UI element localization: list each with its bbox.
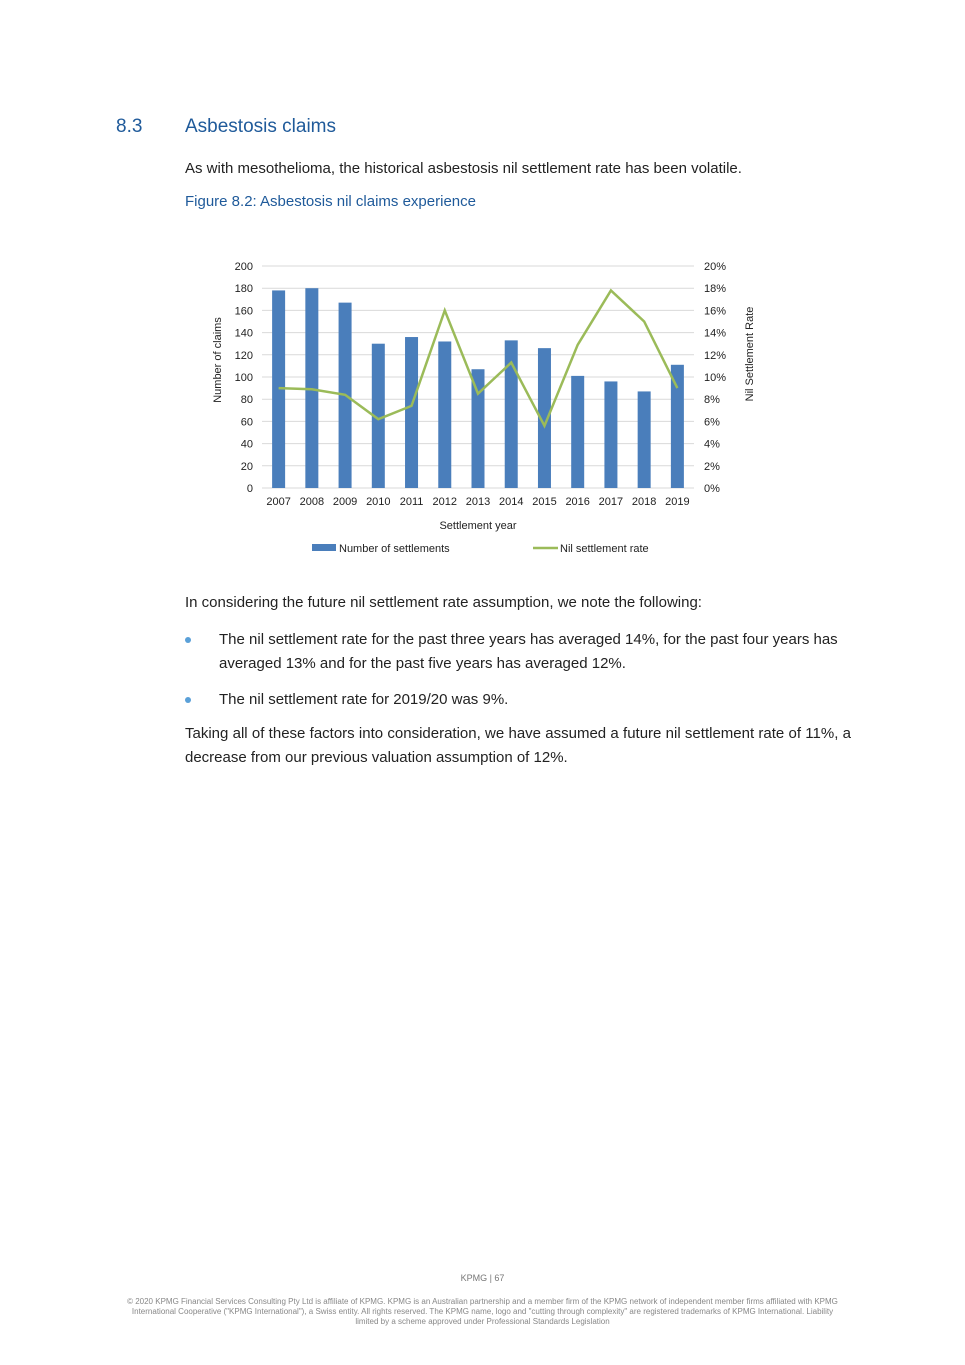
x-tick-label: 2012	[432, 496, 458, 508]
y-tick-label: 100	[234, 372, 253, 384]
x-tick-label: 2010	[366, 496, 391, 508]
y-tick-label: 20	[240, 460, 253, 473]
x-tick-label: 2017	[598, 496, 624, 508]
y-tick-label: 120	[234, 349, 253, 362]
y-tick-label: 180	[234, 283, 253, 296]
y-tick-label: 60	[240, 416, 253, 429]
x-axis-title: Settlement year	[439, 520, 517, 532]
intro-paragraph: As with mesothelioma, the historical asbestosis nil settlement rate has been volatile.	[185, 160, 742, 177]
bullet-text: The nil settlement rate for 2019/20 was 9%.	[219, 691, 509, 708]
nil-claims-chart	[200, 250, 770, 570]
x-tick-label: 2015	[532, 496, 557, 508]
y2-tick-label: 6%	[704, 416, 720, 429]
y2-tick-label: 20%	[704, 261, 727, 273]
x-tick-label: 2007	[266, 496, 291, 508]
y-tick-label: 200	[234, 261, 253, 273]
legend-line-label: Nil settlement rate	[560, 543, 649, 555]
considering-paragraph: In considering the future nil settlement rate assumption, we note the following:	[185, 594, 702, 611]
x-tick-label: 2018	[631, 496, 657, 508]
bullet-text: The nil settlement rate for the past three years has averaged 14%, for the past four years has averaged 13% and for the past five years has averaged 12%.	[219, 631, 838, 672]
x-tick-label: 2016	[565, 496, 590, 508]
x-tick-label: 2008	[299, 496, 325, 508]
section-title: Asbestosis claims	[185, 116, 336, 137]
y2-tick-label: 18%	[704, 283, 727, 296]
legend-bar-swatch	[312, 544, 336, 551]
y-axis-title: Number of claims	[212, 317, 224, 403]
section-number: 8.3	[116, 116, 143, 137]
figure-caption: Figure 8.2: Asbestosis nil claims experience	[185, 193, 476, 210]
y2-tick-label: 16%	[704, 305, 727, 318]
y2-tick-label: 4%	[704, 438, 720, 451]
bar	[438, 341, 451, 488]
y2-tick-label: 12%	[704, 349, 727, 362]
y2-tick-label: 0%	[704, 483, 720, 495]
y-tick-label: 140	[234, 327, 253, 340]
y2-tick-label: 10%	[704, 372, 727, 384]
x-tick-label: 2013	[465, 496, 491, 508]
y2-tick-label: 8%	[704, 394, 720, 407]
y2-tick-label: 14%	[704, 327, 727, 340]
y2-axis-title: Nil Settlement Rate	[744, 306, 756, 402]
y-tick-label: 160	[234, 305, 253, 318]
bullet-dot-icon	[185, 697, 191, 703]
bar	[571, 376, 584, 488]
bullet-item	[185, 688, 851, 712]
footer-page-number: KPMG | 67	[460, 1273, 505, 1283]
chart-bars	[272, 288, 684, 488]
bullet-dot-icon	[185, 637, 191, 643]
x-tick-label: 2009	[332, 496, 358, 508]
x-tick-label: 2011	[399, 496, 424, 508]
chart-legend	[312, 543, 649, 555]
bar	[604, 381, 617, 488]
bar	[671, 365, 684, 488]
bar	[638, 391, 651, 488]
y2-tick-label: 2%	[704, 460, 720, 473]
conclusion-paragraph: Taking all of these factors into consideration, we have assumed a future nil settlement rate of 11%, a decrease from our previous valuation assumption of 12%.	[185, 725, 851, 766]
bar	[405, 337, 418, 488]
x-tick-label: 2019	[665, 496, 690, 508]
x-tick-label: 2014	[498, 496, 524, 508]
y-tick-label: 40	[240, 438, 253, 451]
bullet-item	[185, 628, 851, 676]
footer-legal-text: © 2020 KPMG Financial Services Consulting Pty Ltd is affiliate of KPMG. KPMG is an Australian partnership and a member firm of the KPMG network of independent member firms affiliated with KPMG International Cooperative ("KPMG International"), a Swiss entity. All rights reserved. The KPMG name, logo and "cutting through complexity" are registered trademarks of KPMG International. Liability limited by a scheme approved under Professional Standards Legislation	[127, 1297, 838, 1326]
y-tick-label: 0	[246, 483, 253, 495]
bar	[472, 369, 485, 488]
y-tick-label: 80	[240, 394, 253, 407]
legend-bar-label: Number of settlements	[339, 543, 450, 555]
